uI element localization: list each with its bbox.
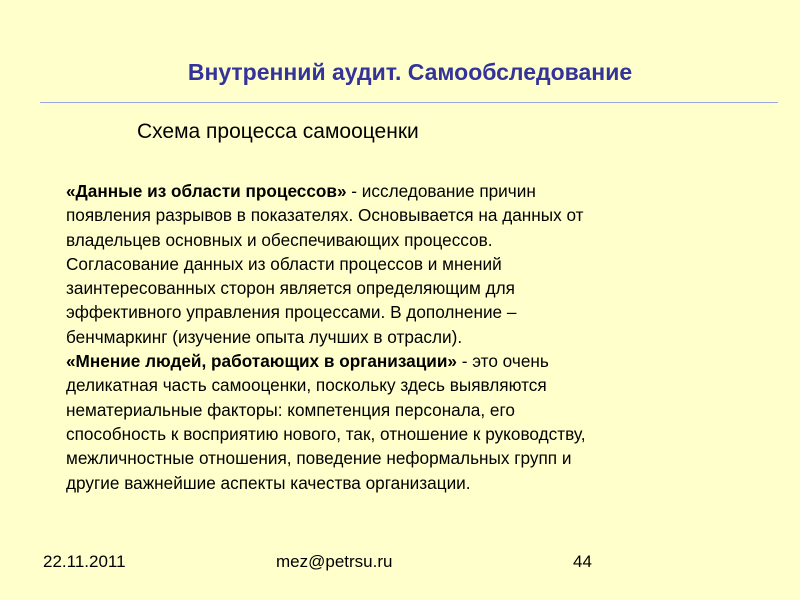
term-people-opinion: «Мнение людей, работающих в организации» <box>66 351 457 372</box>
body-line: нематериальные факторы: компетенция персонала, его <box>66 399 515 420</box>
footer-date: 22.11.2011 <box>43 552 126 571</box>
paragraph-people-opinion <box>66 349 756 495</box>
paragraph-process-data <box>66 179 756 349</box>
term-process-data: «Данные из области процессов» <box>66 181 347 201</box>
body-line: появления разрывов в показателях. Основывается на данных от <box>66 205 584 226</box>
body-line <box>66 349 756 373</box>
body-line <box>66 179 756 203</box>
body-line: Согласование данных из области процессов и мнений <box>66 253 502 274</box>
body-line: владельцев основных и обеспечивающих процессов. <box>66 229 493 250</box>
body-line: заинтересованных сторон является определяющим для <box>66 278 515 299</box>
body-line: межличностные отношения, поведение неформальных групп и <box>66 448 572 469</box>
body-line-text: - это очень <box>457 351 549 372</box>
body-line-text: - исследование причин <box>346 181 536 201</box>
slide-title: Внутренний аудит. Самообследование <box>187 59 633 85</box>
page-number: 44 <box>573 552 592 571</box>
body-line: эффективного управления процессами. В дополнение – <box>66 302 517 323</box>
body-text <box>66 179 756 495</box>
title-divider <box>40 102 778 103</box>
body-line: способность к восприятию нового, так, отношение к руководству, <box>66 423 586 444</box>
slide-subtitle: Схема процесса самооценки <box>137 120 419 143</box>
body-line: бенчмаркинг (изучение опыта лучших в отрасли). <box>66 326 463 347</box>
body-line: другие важнейшие аспекты качества организации. <box>66 472 471 493</box>
footer-email: mez@petrsu.ru <box>276 552 393 571</box>
body-line: деликатная часть самооценки, поскольку здесь выявляются <box>66 375 547 396</box>
